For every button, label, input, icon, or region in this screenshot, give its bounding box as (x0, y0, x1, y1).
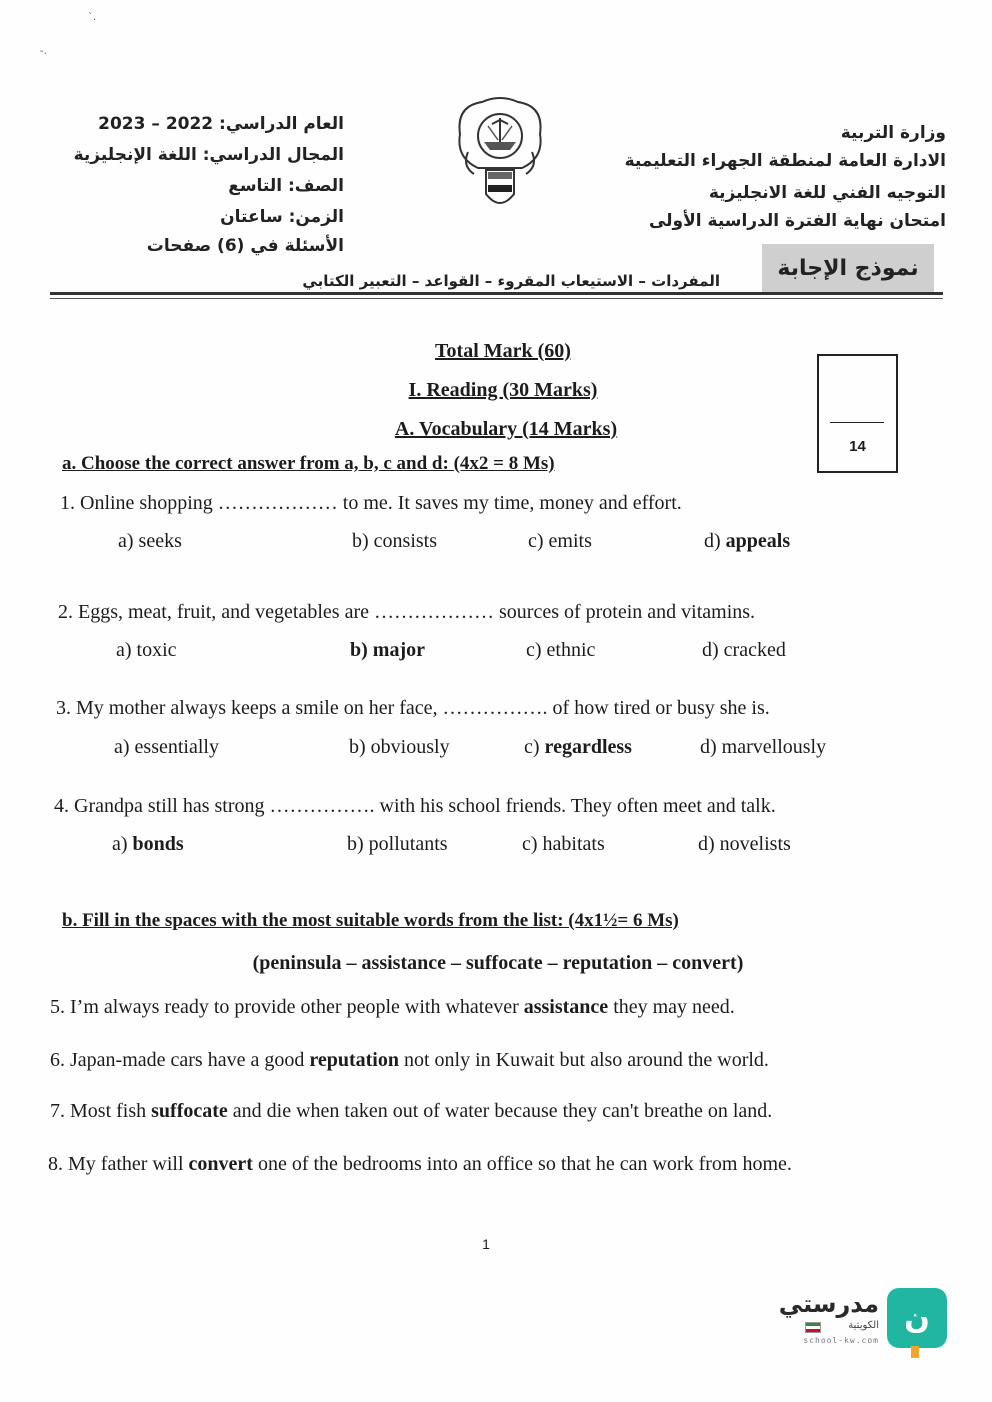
logo-url: school-kw.com (803, 1336, 879, 1345)
part-a-title: a. Choose the correct answer from a, b, c and d: (4x2 = 8 Ms) (62, 453, 555, 474)
option-b: b) consists (352, 530, 438, 552)
kuwait-flag-icon (805, 1322, 821, 1333)
option-a-correct: a) bonds (112, 833, 184, 855)
option-c: c) emits (528, 530, 592, 552)
exam-name: امتحان نهاية الفترة الدراسية الأولى (648, 211, 946, 231)
word-list: (peninsula – assistance – suffocate – reputation – convert) (252, 952, 744, 974)
subject: المجال الدراسي: اللغة الإنجليزية (73, 145, 344, 165)
question-4: 4. Grandpa still has strong ……………. with his school friends. They often meet and talk. (54, 795, 776, 817)
sentence-6: 6. Japan-made cars have a good reputation not only in Kuwait but also around the world. (50, 1049, 769, 1071)
sentence-8: 8. My father will convert one of the bedrooms into an office so that he can work from home. (48, 1153, 792, 1175)
total-mark-title: Total Mark (60) (435, 340, 571, 362)
option-c: c) ethnic (526, 639, 596, 661)
score-box (817, 354, 898, 473)
option-c: c) habitats (522, 833, 605, 855)
question-3: 3. My mother always keeps a smile on her face, ……………. of how tired or busy she is. (56, 697, 770, 719)
option-b-correct: b) major (350, 639, 425, 661)
grade: الصف: التاسع (228, 176, 344, 196)
option-a: a) toxic (116, 639, 177, 661)
question-2: 2. Eggs, meat, fruit, and vegetables are ……………… sources of protein and vitamins. (58, 601, 756, 623)
part-b-title: b. Fill in the spaces with the most suitable words from the list: (4x1½= 6 Ms) (62, 910, 679, 931)
option-d: d) cracked (702, 639, 786, 661)
scan-mark: `. (88, 12, 97, 23)
logo-subtitle: الكويتية (848, 1320, 879, 1331)
score-total: 14 (849, 438, 866, 455)
directorate-name: الادارة العامة لمنطقة الجهراء التعليمية (624, 151, 946, 171)
option-d-correct: d) appeals (704, 530, 791, 552)
academic-year: العام الدراسي: 2022 – 2023 (98, 114, 344, 134)
logo-bookmark (911, 1346, 919, 1358)
ministry-name: وزارة التربية (840, 123, 946, 143)
option-d: d) novelists (698, 833, 791, 855)
madrasati-watermark (778, 1288, 947, 1362)
header-divider (50, 292, 943, 295)
sentence-5: 5. I’m always ready to provide other people with whatever assistance they may need. (50, 996, 735, 1018)
score-line (830, 422, 884, 423)
madrasati-logo-icon: ن (887, 1288, 947, 1348)
option-d: d) marvellously (700, 736, 827, 758)
option-a: a) seeks (118, 530, 182, 552)
option-b: b) pollutants (347, 833, 448, 855)
kuwait-emblem-icon (452, 96, 548, 216)
answer-word: convert (188, 1153, 253, 1175)
vocabulary-title: A. Vocabulary (14 Marks) (394, 418, 618, 440)
header-divider-thin (50, 298, 943, 299)
duration: الزمن: ساعتان (220, 207, 344, 227)
answer-word: assistance (523, 996, 609, 1018)
answer-word: suffocate (151, 1100, 228, 1122)
page-number: 1 (482, 1236, 490, 1252)
scan-mark: -. (40, 46, 47, 57)
sentence-7: 7. Most fish suffocate and die when taken out of water because they can't breathe on land. (50, 1100, 773, 1122)
supervision-name: التوجيه الفني للغة الانجليزية (708, 183, 946, 203)
skills-line: المفردات – الاستيعاب المقروء – القواعد – التعبير الكتابي (302, 272, 720, 290)
option-b: b) obviously (349, 736, 450, 758)
logo-name: مدرستي (778, 1290, 879, 1318)
answer-word: reputation (309, 1049, 399, 1071)
question-1: 1. Online shopping ……………… to me. It saves my time, money and effort. (60, 492, 682, 514)
reading-title: I. Reading (30 Marks) (408, 379, 598, 401)
model-answer-badge: نموذج الإجابة (762, 244, 934, 292)
option-a: a) essentially (114, 736, 219, 758)
option-c-correct: c) regardless (524, 736, 632, 758)
page-count: الأسئلة في (6) صفحات (146, 236, 344, 256)
